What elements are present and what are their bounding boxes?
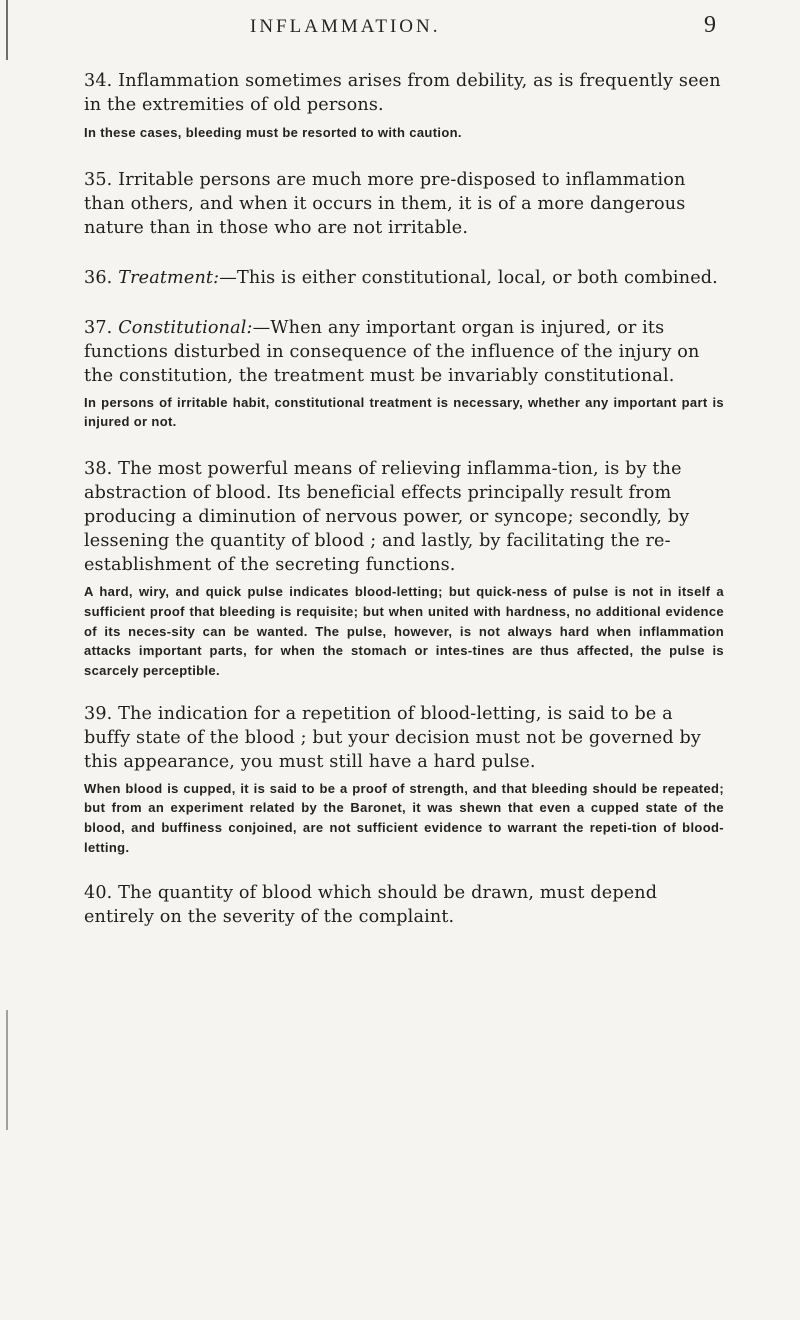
note-37: In persons of irritable habit, constitutional treatment is necessary, whether any important part is injured or not.	[84, 394, 724, 430]
paragraph-37	[84, 316, 724, 388]
paragraph-36-heading: Treatment:	[118, 267, 220, 288]
paragraph-36-text: —This is either constitutional, local, or both combined.	[219, 267, 718, 288]
running-head: INFLAMMATION.	[250, 16, 441, 37]
note-39: When blood is cupped, it is said to be a proof of strength, and that bleeding should be repeated; but from an experiment related by the Baronet, it was shewn that even a cupped state of the blood, and buffiness conjoined, are not sufficient evidence to warrant the repeti-tion of blood-letting.	[84, 780, 724, 855]
paragraph-37-heading: Constitutional:	[118, 317, 253, 338]
paragraph-36	[84, 266, 724, 290]
paragraph-35: 35. Irritable persons are much more pre-disposed to inflammation than others, and when it occurs in them, it is of a more dangerous nature than in those who are not irritable.	[84, 169, 686, 238]
page-number: 9	[704, 12, 716, 38]
note-34: In these cases, bleeding must be resorted to with caution.	[84, 125, 462, 140]
paragraph-37-number: 37.	[84, 317, 113, 338]
paragraph-37-text: —When any important organ is injured, or its functions disturbed in consequence of the influence of the injury on the constitution, the treatment must be invariably constitutional.	[84, 317, 700, 386]
paragraph-39: 39. The indication for a repetition of blood-letting, is said to be a buffy state of the blood ; but your decision must not be governed by this appearance, you must still have a hard pulse.	[84, 703, 701, 772]
page-body	[84, 60, 724, 929]
paragraph-40: 40. The quantity of blood which should be drawn, must depend entirely on the severity of the complaint.	[84, 883, 658, 928]
paragraph-34: 34. Inflammation sometimes arises from debility, as is frequently seen in the extremities of old persons.	[84, 71, 721, 115]
page-edge-shadow-lower	[6, 1010, 8, 1130]
paragraph-36-number: 36.	[84, 267, 113, 288]
page-edge-shadow	[6, 0, 8, 60]
paragraph-38: 38. The most powerful means of relieving inflamma-tion, is by the abstraction of blood. Its beneficial effects principally result from producing a diminution of nervous power, or syncope; secondly, by lessening the quantity of blood ; and lastly, by facilitating the re-establishment of the secreting functions.	[84, 459, 690, 576]
note-38: A hard, wiry, and quick pulse indicates blood-letting; but quick-ness of pulse is not in itself a sufficient proof that bleeding is requisite; but when united with hardness, no additional evidence of its neces-sity can be wanted. The pulse, however, is not always hard when inflammation attacks important parts, for when the stomach or intes-tines are thus affected, the pulse is scarcely perceptible.	[84, 584, 724, 678]
